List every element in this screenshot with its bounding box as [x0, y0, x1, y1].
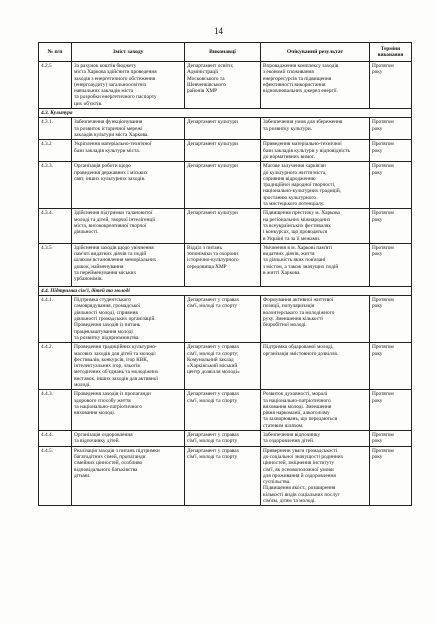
- row-measure: Укріплення матеріально-технічної бази закладів культури міста.: [72, 140, 185, 162]
- header-num: № п/п: [39, 43, 72, 62]
- row-number: 4.4.3.: [39, 390, 72, 431]
- row-expected-result: Забезпечення відпочинку та оздоровлення дітей.: [261, 431, 370, 447]
- row-executors: Департамент у справах сім'ї, молоді та спорту: [185, 431, 261, 447]
- row-number: 4.4.4.: [39, 431, 72, 447]
- row-measure: За рахунок коштів бюджету міста Харкова здійснити проведення заходів з енергетичного обстеження (енергоаудиту) загальноосвітніх навчальних закладів міста та розробки енергетичного паспорту цих об'єктів.: [72, 62, 185, 109]
- row-measure: Проведення заходів із пропаганди здорового способу життя та національно-патріотичного виховання молоді.: [72, 390, 185, 431]
- row-measure: Здійснення підтримки талановитої молоді та дітей, творчої інтелігенції міста, висококреативної творчої діяльності.: [72, 209, 185, 243]
- row-term: Протягом року: [370, 390, 412, 431]
- row-term: Протягом року: [370, 140, 412, 162]
- table-row: [39, 140, 412, 162]
- row-term: Протягом року: [370, 446, 412, 506]
- row-number: 4.4.1.: [39, 296, 72, 343]
- row-number: 4.3.2: [39, 140, 72, 162]
- row-executors: Департамент культури: [185, 162, 261, 209]
- table-row: [39, 446, 412, 506]
- table-row: [39, 162, 412, 209]
- row-executors: Департамент культури: [185, 118, 261, 140]
- row-number: 4.3.1.: [39, 118, 72, 140]
- table-row: [39, 243, 412, 286]
- table-row: [39, 118, 412, 140]
- row-number: 4.3.4.: [39, 209, 72, 243]
- table-row: [39, 431, 412, 447]
- row-expected-result: Впровадження комплексу заходів з економії споживання енергоресурсів та підвищення ефективності використання відновлювальних джерел енергії.: [261, 62, 370, 109]
- section-row: [39, 109, 412, 118]
- row-expected-result: Підвищення престижу м. Харкова на регіональних міжнародних та всеукраїнських фестивалях і конкурсах, що проводяться в Україні та за її межами.: [261, 209, 370, 243]
- row-expected-result: Масове залучення харків'ян до культурного життя міста, сприяння відродженню традиційної народної творчості, національно-культурних традицій, зростанню культурного та мистецького потенціалу.: [261, 162, 370, 209]
- row-executors: Відділ з питань топоніміки та охорони історично-культурного середовища ХМР: [185, 243, 261, 286]
- row-term: Протягом року: [370, 118, 412, 140]
- row-executors: Департамент освіти; Адміністрації Московського та Шевченківського районів ХМР: [185, 62, 261, 109]
- row-number: 4.4.5.: [39, 446, 72, 506]
- table-row: [39, 390, 412, 431]
- row-number: 4.3.5: [39, 243, 72, 286]
- row-measure: Реалізація заходів з питань підтримки багатодітних сімей, пропаганди сімейних цінностей, особливо відповідального батьківства дітьми.: [72, 446, 185, 506]
- row-number: 4.4.2.: [39, 343, 72, 390]
- table-row: [39, 209, 412, 243]
- row-executors: Департамент у справах сім'ї, молоді та спорту: [185, 390, 261, 431]
- table-row: [39, 343, 412, 390]
- row-term: Протягом року: [370, 209, 412, 243]
- row-executors: Департамент у справах сім'ї, молоді та спорту: [185, 296, 261, 343]
- row-executors: Департамент у справах сім'ї, молоді та спорту: [185, 446, 261, 506]
- row-term: Протягом року: [370, 243, 412, 286]
- row-expected-result: Розвиток духовності, моралі та національно-патріотичного виховання молоді. Зменшення рівня наркоманії, алкоголізму та захворювань, що передаються статевим шляхом.: [261, 390, 370, 431]
- page-number: 14: [214, 26, 223, 36]
- header-executors: Виконавці: [185, 43, 261, 62]
- row-term: Протягом року: [370, 162, 412, 209]
- table-row: [39, 62, 412, 109]
- header-expected: Очікуваний результат: [261, 43, 370, 62]
- section-title: 4.4. Підтримка сім'ї, дітей та молоді: [39, 286, 412, 295]
- row-term: Протягом року: [370, 296, 412, 343]
- header-measure: Зміст заходу: [72, 43, 185, 62]
- measures-table: [38, 42, 412, 506]
- section-row: [39, 286, 412, 295]
- row-term: Протягом року: [370, 343, 412, 390]
- row-expected-result: Забезпечення умов для збереження та розвитку культури.: [261, 118, 370, 140]
- row-executors: Департамент культури: [185, 140, 261, 162]
- row-term: Протягом року: [370, 62, 412, 109]
- row-term: Протягом року: [370, 431, 412, 447]
- table-body: [39, 62, 412, 506]
- row-measure: Забезпечення функціонування та розвиток історичної мережі закладів культури міста Харкова.: [72, 118, 185, 140]
- row-measure: Підтримка студентського самоврядування, громадської діяльності молоді, сприяння діяльності громадських організацій. Проведення заходів із питань працевлаштування молоді та розвитку підприємництва.: [72, 296, 185, 343]
- row-expected-result: Увічнення в м. Харкові пам'яті видатних діячів, життя та діяльність яких пов'язані з містом, а також значущих подій в житті Харкова.: [261, 243, 370, 286]
- header-term: Терміни виконання: [370, 43, 412, 62]
- table-row: [39, 296, 412, 343]
- row-measure: Здійснення заходів щодо увічнення пам'яті видатних діячів та подій шляхом встановлення меморіальних дошок, найменування та перейменування міських урбанонімів.: [72, 243, 185, 286]
- row-expected-result: Приведення матеріально-технічної бази закладів культури у відповідність до нормативних вимог.: [261, 140, 370, 162]
- row-expected-result: Підтримка обдарованої молоді, організація змістовного дозвілля.: [261, 343, 370, 390]
- row-number: 4.3.3.: [39, 162, 72, 209]
- section-title: 4.3. Культура: [39, 109, 412, 118]
- row-measure: Організація оздоровлення та відпочинку дітей.: [72, 431, 185, 447]
- row-measure: Проведення традиційних культурно- масових заходів для дітей та молоді: фестивалів, конкурсів, ігор КВК, інтелектуальних ігор, зльотів методичних об'єднань та молодіжних виставок, інших заходів для активної молоді.: [72, 343, 185, 390]
- row-expected-result: Формування активної життєвої позиції, популяризація волонтерського та молодіжного руху. Зменшення кількості безробітної молоді.: [261, 296, 370, 343]
- row-expected-result: Приверненн уваги громадськості до соціальної значущості родинних цінностей, зміцнення інституту сім'ї, як основоположної умови для проживання й оздоровлення суспільства. Підвищення якост., розширення кількості видів соціальних послуг сім'ям, дітям та молоді.: [261, 446, 370, 506]
- table-header-row: [39, 43, 412, 62]
- row-executors: Департамент у справах сім'ї, молоді та спорту; Комунальний заклад «Харківський міський центр дозвілля молоді»: [185, 343, 261, 390]
- row-measure: Організація роботи щодо проведення державних і міських свят, інших культурних заходів.: [72, 162, 185, 209]
- row-executors: Департамент культури: [185, 209, 261, 243]
- row-number: 4.2.5: [39, 62, 72, 109]
